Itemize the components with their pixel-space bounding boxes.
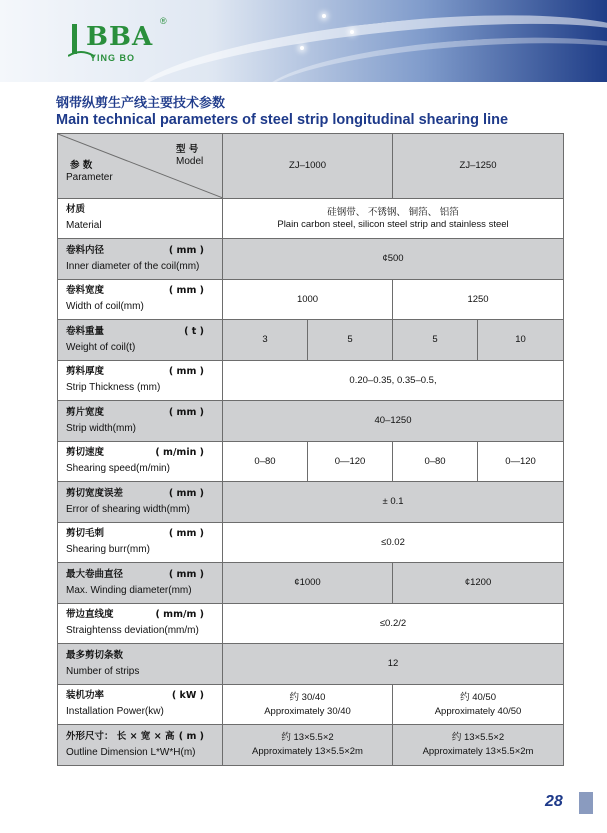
parameter-name-cn: 剪切速度 <box>66 447 105 459</box>
value-cell: 40–1250 <box>223 401 564 442</box>
parameter-name-cn: 卷料宽度 <box>66 285 105 297</box>
parameter-name-en: Shearing speed(m/min) <box>66 463 170 475</box>
parameter-name-en: Outline Dimension L*W*H(m) <box>66 746 196 758</box>
page-title-english: Main technical parameters of steel strip longitudinal shearing line <box>56 112 509 128</box>
sparkle-icon <box>300 46 304 50</box>
value-cell <box>223 725 393 766</box>
header-diagonal-cell <box>58 134 223 199</box>
parameter-name-cn: 卷料重量 <box>66 325 105 337</box>
parameter-unit: ( mm ) <box>168 568 204 580</box>
parameter-cell <box>58 320 223 361</box>
table-row <box>58 482 564 523</box>
parameter-name-cn: 剪料厚度 <box>66 366 105 378</box>
parameter-cn-line <box>66 731 222 743</box>
parameter-cn-line <box>66 407 222 419</box>
value-en: Plain carbon steel, silicon steel strip and stainless steel <box>277 218 509 230</box>
table-row <box>58 280 564 320</box>
parameter-label-cn: 参 数 <box>70 160 93 171</box>
value-cn: 硅钢带、 不锈钢、 铜箔、 铝箔 <box>327 206 459 218</box>
parameter-cell <box>58 644 223 685</box>
spec-table <box>57 133 564 766</box>
parameter-name-en: Error of shearing width(mm) <box>66 503 190 515</box>
parameter-cell <box>58 563 223 604</box>
parameter-name-en: Straightenss deviation(mm/m) <box>66 625 199 637</box>
parameter-label-en: Parameter <box>66 171 113 183</box>
value-cell <box>393 685 564 725</box>
value-cell: ¢500 <box>223 239 564 280</box>
parameter-cn-line <box>66 609 222 621</box>
parameter-unit: ( mm/m ) <box>155 609 204 621</box>
value-cell: 5 <box>393 320 478 361</box>
value-cell: 0–80 <box>393 442 478 482</box>
parameter-cell <box>58 239 223 280</box>
value-cell: 1000 <box>223 280 393 320</box>
table-row <box>58 442 564 482</box>
parameter-name-cn: 带边直线度 <box>66 609 114 621</box>
parameter-cn-line <box>66 326 222 338</box>
parameter-cell <box>58 604 223 644</box>
parameter-unit: ( t ) <box>184 325 204 337</box>
table-row <box>58 563 564 604</box>
parameter-name-cn: 外形尺寸： 长 × 宽 × 高 <box>66 730 175 742</box>
value-en: Approximately 13×5.5×2m <box>252 746 363 757</box>
value-cell: 0—120 <box>308 442 393 482</box>
table-row <box>58 644 564 685</box>
table-row <box>58 239 564 280</box>
value-cn: 约 13×5.5×2 <box>281 732 334 744</box>
table-row <box>58 361 564 401</box>
parameter-name-cn: 剪切宽度误差 <box>66 487 124 499</box>
value-cell: ≤0.02 <box>223 523 564 563</box>
parameter-cell <box>58 523 223 563</box>
parameter-name-cn: 装机功率 <box>66 690 105 702</box>
parameter-name-en: Width of coil(mm) <box>66 301 144 313</box>
parameter-name-en: Strip Thickness (mm) <box>66 382 161 394</box>
value-cell: ¢1200 <box>393 563 564 604</box>
parameter-name-en: Max. Winding diameter(mm) <box>66 584 192 596</box>
parameter-cell <box>58 361 223 401</box>
model-label-en: Model <box>176 155 204 167</box>
parameter-name-en: Installation Power(kw) <box>66 706 164 718</box>
value-cell: 1250 <box>393 280 564 320</box>
parameter-unit: ( m ) <box>178 730 204 742</box>
parameter-unit: ( mm ) <box>168 528 204 540</box>
parameter-unit: ( mm ) <box>168 285 204 297</box>
logo-subtitle: YING BO <box>90 53 136 63</box>
parameter-cell <box>58 725 223 766</box>
parameter-cn-line <box>66 650 222 662</box>
parameter-unit: ( m/min ) <box>155 447 204 459</box>
value-cell <box>393 725 564 766</box>
parameter-unit: ( mm ) <box>168 366 204 378</box>
value-en: Approximately 40/50 <box>434 705 522 717</box>
parameter-label <box>66 160 113 184</box>
table-header-row <box>58 134 564 199</box>
value-en: Approximately 30/40 <box>264 705 351 717</box>
parameter-cn-line <box>66 690 222 702</box>
sparkle-icon <box>350 30 354 34</box>
value-en: Approximately 13×5.5×2m <box>422 746 534 757</box>
parameter-name-cn: 材质 <box>66 204 86 216</box>
table-row <box>58 320 564 361</box>
parameter-cn-line <box>66 569 222 581</box>
value-cell: 5 <box>308 320 393 361</box>
parameter-cn-line <box>66 447 222 459</box>
table-row <box>58 401 564 442</box>
value-cell: 0—120 <box>478 442 564 482</box>
value-cn: 约 30/40 <box>289 691 326 703</box>
value-cell <box>223 199 564 239</box>
parameter-name-cn: 卷料内径 <box>66 244 105 256</box>
value-cell: ± 0.1 <box>223 482 564 523</box>
value-cell: ≤0.2/2 <box>223 604 564 644</box>
page-title-chinese: 钢带纵剪生产线主要技术参数 <box>56 96 226 111</box>
table-row <box>58 685 564 725</box>
parameter-cell <box>58 685 223 725</box>
value-cell: 3 <box>223 320 308 361</box>
parameter-cn-line <box>66 285 222 297</box>
parameter-cell <box>58 482 223 523</box>
parameter-unit: ( mm ) <box>168 487 204 499</box>
logo-wordmark: BBA <box>86 22 154 52</box>
parameter-cell <box>58 199 223 239</box>
parameter-cn-line <box>66 204 222 216</box>
value-cell: 0–80 <box>223 442 308 482</box>
parameter-cn-line <box>66 366 222 378</box>
parameter-cell <box>58 280 223 320</box>
logo-registered-mark: ® <box>160 16 167 26</box>
table-row <box>58 523 564 563</box>
parameter-name-en: Material <box>66 220 102 232</box>
company-logo <box>68 16 178 68</box>
parameter-unit: ( mm ) <box>168 244 204 256</box>
model-label-cn: 型 号 <box>176 144 199 155</box>
table-row <box>58 199 564 239</box>
page-number: 28 <box>545 793 563 810</box>
table-row <box>58 604 564 644</box>
model-column-header: ZJ–1250 <box>393 134 564 199</box>
parameter-cn-line <box>66 528 222 540</box>
parameter-unit: ( kW ) <box>171 690 204 702</box>
parameter-cell <box>58 401 223 442</box>
value-cn: 约 40/50 <box>460 691 496 703</box>
value-cell: 12 <box>223 644 564 685</box>
table-row <box>58 725 564 766</box>
parameter-name-cn: 最多剪切条数 <box>66 649 124 661</box>
parameter-unit: ( mm ) <box>168 406 204 418</box>
parameter-cn-line <box>66 245 222 257</box>
parameter-name-en: Inner diameter of the coil(mm) <box>66 260 200 272</box>
parameter-name-en: Number of strips <box>66 665 140 677</box>
value-cell: 0.20–0.35, 0.35–0.5, <box>223 361 564 401</box>
header-banner <box>0 0 607 82</box>
parameter-name-cn: 最大卷曲直径 <box>66 568 124 580</box>
value-cell: 10 <box>478 320 564 361</box>
parameter-name-cn: 剪片宽度 <box>66 406 105 418</box>
page-number-bar <box>579 792 593 814</box>
model-column-header: ZJ–1000 <box>223 134 393 199</box>
sparkle-icon <box>322 14 326 18</box>
parameter-cn-line <box>66 488 222 500</box>
parameter-name-cn: 剪切毛刺 <box>66 528 105 540</box>
parameter-name-en: Shearing burr(mm) <box>66 544 150 556</box>
parameter-name-en: Weight of coil(t) <box>66 341 136 353</box>
value-cell <box>223 685 393 725</box>
value-cn: 约 13×5.5×2 <box>451 732 505 744</box>
parameter-cell <box>58 442 223 482</box>
parameter-name-en: Strip width(mm) <box>66 422 137 434</box>
model-label <box>176 144 203 168</box>
value-cell: ¢1000 <box>223 563 393 604</box>
